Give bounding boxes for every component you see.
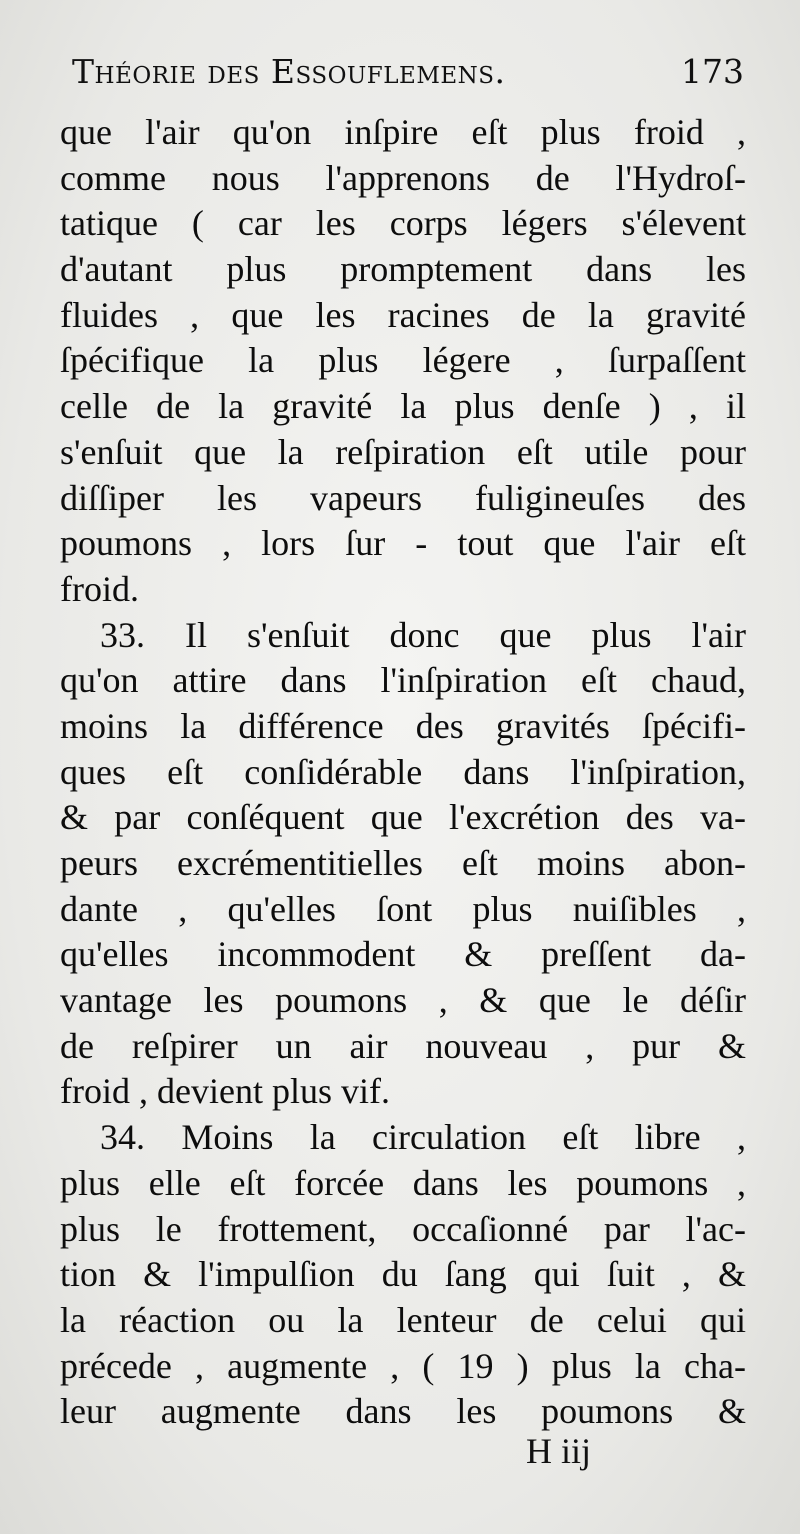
text-line: s'enſuit que la reſpiration eſt utile pour	[60, 431, 746, 472]
running-head: Théorie des Essouflemens.	[72, 52, 506, 91]
text-line: que l'air qu'on inſpire eſt plus froid ,	[60, 112, 746, 152]
text-line: leur augmente dans les poumons &	[60, 1391, 746, 1432]
text-line: vantage les poumons , & que le déſir	[60, 980, 746, 1021]
text-line: de reſpirer un air nouveau , pur &	[60, 1025, 746, 1066]
text-line: ques eſt conſidérable dans l'inſpiration,	[60, 751, 746, 792]
text-line: comme nous l'apprenons de l'Hydroſ-	[60, 157, 746, 198]
text-line: froid.	[60, 568, 139, 609]
text-line: plus elle eſt forcée dans les poumons ,	[60, 1162, 746, 1203]
text-line: précede , augmente , ( 19 ) plus la cha-	[60, 1345, 746, 1386]
body-text	[60, 110, 746, 1435]
signature-mark: H iij	[526, 1431, 592, 1471]
text-line: tion & l'impulſion du ſang qui ſuit , &	[60, 1254, 746, 1295]
text-line: froid , devient plus vif.	[60, 1071, 390, 1112]
text-line: d'autant plus promptement dans les	[60, 249, 746, 290]
text-line: ſpécifique la plus légere , ſurpaſſent	[60, 340, 746, 381]
text-line: & par conſéquent que l'excrétion des va-	[60, 797, 746, 838]
text-line: tatique ( car les corps légers s'élevent	[60, 203, 746, 244]
text-line: peurs excrémentitielles eſt moins abon-	[60, 843, 746, 883]
page-number: 173	[681, 52, 744, 91]
text-line: qu'on attire dans l'inſpiration eſt chaud,	[60, 660, 746, 701]
text-line: fluides , que les racines de la gravité	[60, 294, 746, 335]
paragraph-start-line: 33. Il s'enſuit donc que plus l'air	[100, 614, 746, 655]
text-line: diſſiper les vapeurs fuligineuſes des	[60, 477, 746, 518]
page-header	[72, 52, 744, 102]
text-line: plus le frottement, occaſionné par l'ac-	[60, 1208, 746, 1249]
text-line: la réaction ou la lenteur de celui qui	[60, 1299, 746, 1340]
text-line: moins la différence des gravités ſpécifi-	[60, 705, 746, 746]
text-line: celle de la gravité la plus denſe ) , il	[60, 386, 746, 427]
text-line: dante , qu'elles ſont plus nuiſibles ,	[60, 888, 746, 929]
text-line: qu'elles incommodent & preſſent da-	[60, 934, 746, 975]
text-line: poumons , lors ſur - tout que l'air eſt	[60, 523, 746, 564]
paragraph-start-line: 34. Moins la circulation eſt libre ,	[100, 1117, 746, 1158]
